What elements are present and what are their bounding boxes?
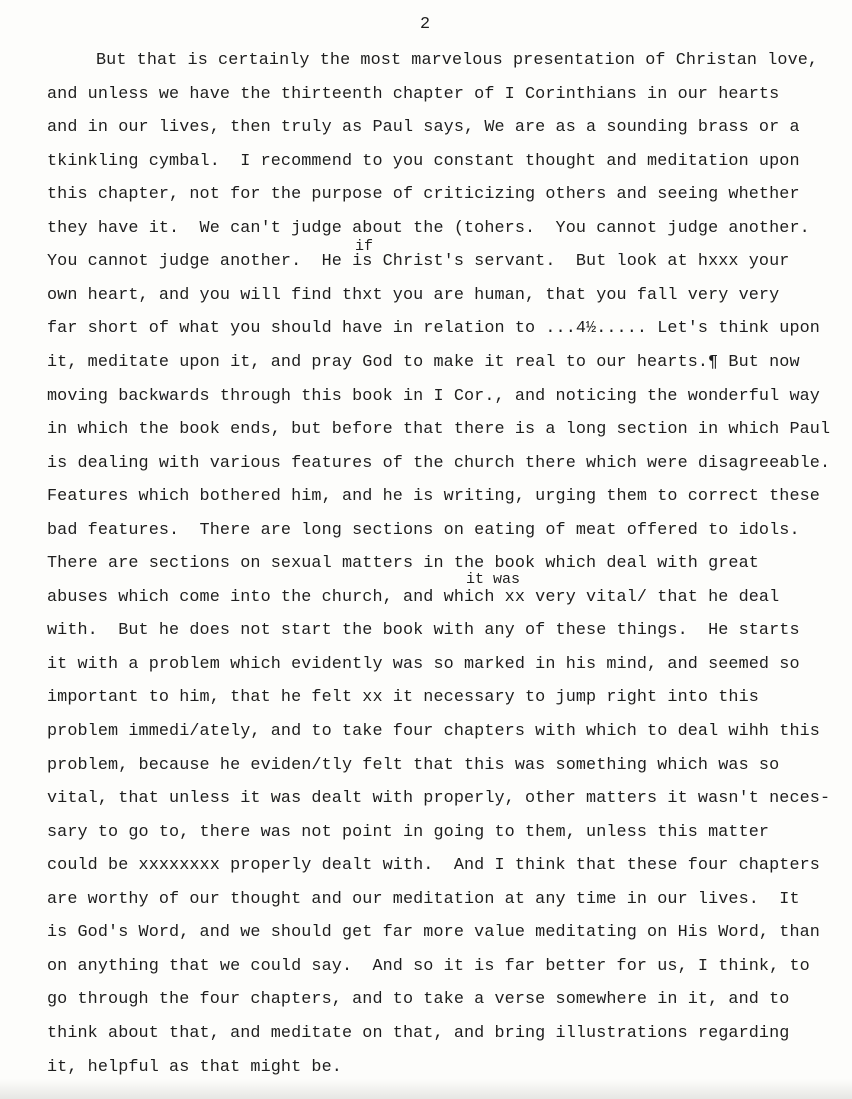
text-line: sary to go to, there was not point in going to them, unless this matter (47, 822, 770, 842)
text-line: is God's Word, and we should get far more value meditating on His Word, than (47, 923, 820, 943)
text-line: could be xxxxxxxx properly dealt with. And I think that these four chapters (47, 856, 820, 876)
text-line: it, helpful as that might be. (47, 1057, 342, 1077)
text-line: problem, because he eviden/tly felt that this was something which was so (47, 755, 780, 775)
text-line: is dealing with various features of the church there which were disagreeable. (47, 453, 831, 473)
text-line: on anything that we could say. And so it is far better for us, I think, to (47, 956, 810, 976)
text-line: think about that, and meditate on that, and bring illustrations regarding (47, 1023, 790, 1043)
text-line: far short of what you should have in relation to ...4½..... Let's think upon (47, 319, 820, 339)
page-number: 2 (420, 15, 431, 34)
text-line: problem immedi/ately, and to take four chapters with which to deal wihh this (47, 722, 820, 741)
text-line: tkinkling cymbal. I recommend to you constant thought and meditation upon (47, 151, 800, 171)
text-line: But that is certainly the most marvelous presentation of Christan love, (96, 51, 819, 70)
text-line: it, meditate upon it, and pray God to make it real to our hearts.¶ But now (47, 352, 800, 372)
interlinear-insertion-it-was: it was (466, 571, 521, 588)
text-line: There are sections on sexual matters in the book which deal with great (47, 554, 759, 574)
text-line: go through the four chapters, and to take a verse somewhere in it, and to (47, 990, 790, 1010)
text-line: and unless we have the thirteenth chapter of I Corinthians in our hearts (47, 84, 780, 104)
text-line: and in our lives, then truly as Paul says, We are as a sounding brass or a (47, 118, 800, 138)
interlinear-insertion-if: if (355, 238, 374, 255)
text-line: this chapter, not for the purpose of criticizing others and seeing whether (47, 185, 800, 205)
text-line: Features which bothered him, and he is writing, urging them to correct these (47, 487, 820, 507)
text-line: You cannot judge another. He is Christ's servant. But look at hxxx your (47, 252, 790, 272)
text-line: own heart, and you will find thxt you are human, that you fall very very (47, 285, 780, 305)
text-line: bad features. There are long sections on eating of meat offered to idols. (47, 520, 800, 540)
text-line: moving backwards through this book in I Cor., and noticing the wonderful way (47, 386, 820, 406)
text-line: it with a problem which evidently was so marked in his mind, and seemed so (47, 654, 800, 674)
text-line: with. But he does not start the book with any of these things. He starts (47, 621, 800, 641)
text-line: vital, that unless it was dealt with properly, other matters it wasn't neces- (47, 789, 831, 809)
text-line: they have it. We can't judge about the (tohers. You cannot judge another. (47, 218, 810, 238)
text-line: abuses which come into the church, and which xx very vital/ that he deal (47, 587, 780, 607)
text-line: in which the book ends, but before that there is a long section in which Paul (47, 420, 831, 440)
text-line: important to him, that he felt xx it necessary to jump right into this (47, 688, 759, 708)
text-line: are worthy of our thought and our meditation at any time in our lives. It (47, 889, 800, 909)
